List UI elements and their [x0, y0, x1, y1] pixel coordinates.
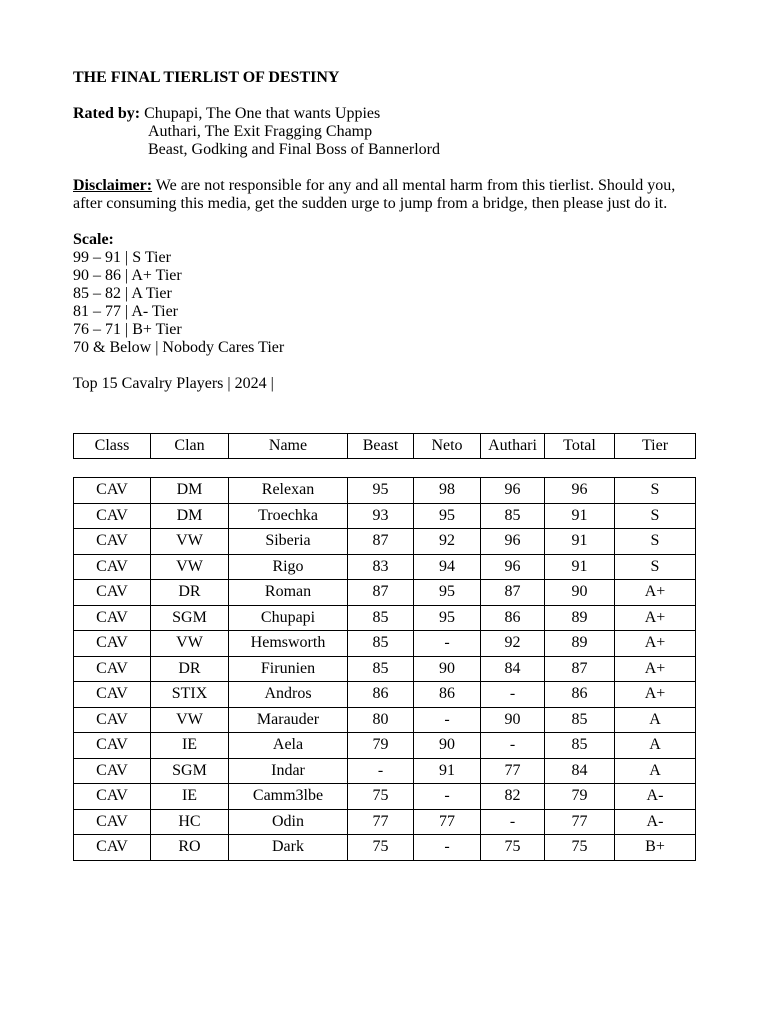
neto-score-cell: 90 — [414, 733, 481, 759]
beast-score-cell: 85 — [348, 605, 414, 631]
table-row — [74, 554, 696, 580]
rater-name: Authari, The Exit Fragging Champ — [148, 123, 373, 140]
column-header: Neto — [414, 434, 481, 459]
disclaimer-text: We are not responsible for any and all mental harm from this tierlist. Should you, after consuming this media, get the sudden urge to jump from a bridge, then please just do it. — [73, 177, 676, 212]
name-cell: Marauder — [229, 707, 348, 733]
beast-score-cell: 77 — [348, 809, 414, 835]
scale-item: 99 – 91 | S Tier — [73, 249, 171, 266]
clan-cell: IE — [151, 784, 229, 810]
authari-score-cell: 96 — [481, 554, 545, 580]
beast-score-cell: 80 — [348, 707, 414, 733]
name-cell: Hemsworth — [229, 631, 348, 657]
authari-score-cell: - — [481, 809, 545, 835]
header-row — [74, 434, 696, 459]
clan-cell: HC — [151, 809, 229, 835]
name-cell: Chupapi — [229, 605, 348, 631]
tier-cell: S — [615, 478, 696, 504]
tier-cell: A- — [615, 809, 696, 835]
neto-score-cell: 86 — [414, 682, 481, 708]
tier-table-header — [73, 433, 696, 459]
class-cell: CAV — [74, 656, 151, 682]
class-cell: CAV — [74, 631, 151, 657]
total-cell: 91 — [545, 554, 615, 580]
class-cell: CAV — [74, 835, 151, 861]
neto-score-cell: 92 — [414, 529, 481, 555]
scale-section — [73, 231, 695, 357]
table-row — [74, 503, 696, 529]
rated-by-line — [73, 105, 695, 123]
tier-cell: A+ — [615, 605, 696, 631]
tier-cell: S — [615, 554, 696, 580]
neto-score-cell: 77 — [414, 809, 481, 835]
class-cell: CAV — [74, 478, 151, 504]
column-header: Clan — [151, 434, 229, 459]
clan-cell: VW — [151, 554, 229, 580]
table-row — [74, 707, 696, 733]
name-cell: Troechka — [229, 503, 348, 529]
beast-score-cell: 75 — [348, 835, 414, 861]
name-cell: Rigo — [229, 554, 348, 580]
neto-score-cell: 98 — [414, 478, 481, 504]
total-cell: 89 — [545, 605, 615, 631]
tier-cell: A+ — [615, 580, 696, 606]
neto-score-cell: - — [414, 631, 481, 657]
table-row — [74, 656, 696, 682]
scale-item: 85 – 82 | A Tier — [73, 285, 172, 302]
class-cell: CAV — [74, 707, 151, 733]
total-cell: 91 — [545, 529, 615, 555]
clan-cell: DR — [151, 656, 229, 682]
rated-by-section — [73, 105, 695, 159]
authari-score-cell: 86 — [481, 605, 545, 631]
beast-score-cell: - — [348, 758, 414, 784]
column-header: Class — [74, 434, 151, 459]
total-cell: 90 — [545, 580, 615, 606]
authari-score-cell: - — [481, 733, 545, 759]
beast-score-cell: 86 — [348, 682, 414, 708]
table-row — [74, 809, 696, 835]
disclaimer-section — [73, 177, 695, 213]
tier-cell: A — [615, 758, 696, 784]
scale-item: 81 – 77 | A- Tier — [73, 303, 178, 320]
authari-score-cell: 87 — [481, 580, 545, 606]
beast-score-cell: 75 — [348, 784, 414, 810]
total-cell: 85 — [545, 707, 615, 733]
disclaimer-label: Disclaimer: — [73, 177, 153, 194]
neto-score-cell: - — [414, 784, 481, 810]
name-cell: Indar — [229, 758, 348, 784]
class-cell: CAV — [74, 733, 151, 759]
scale-item: 90 – 86 | A+ Tier — [73, 267, 182, 284]
beast-score-cell: 83 — [348, 554, 414, 580]
authari-score-cell: 77 — [481, 758, 545, 784]
beast-score-cell: 95 — [348, 478, 414, 504]
beast-score-cell: 87 — [348, 580, 414, 606]
tier-cell: A — [615, 733, 696, 759]
class-cell: CAV — [74, 784, 151, 810]
beast-score-cell: 87 — [348, 529, 414, 555]
clan-cell: RO — [151, 835, 229, 861]
name-cell: Dark — [229, 835, 348, 861]
table-row — [74, 758, 696, 784]
authari-score-cell: 82 — [481, 784, 545, 810]
total-cell: 79 — [545, 784, 615, 810]
total-cell: 84 — [545, 758, 615, 784]
clan-cell: VW — [151, 707, 229, 733]
tier-cell: S — [615, 529, 696, 555]
table-row — [74, 835, 696, 861]
column-header: Tier — [615, 434, 696, 459]
tier-table-body — [73, 477, 696, 861]
column-header: Authari — [481, 434, 545, 459]
tier-cell: B+ — [615, 835, 696, 861]
clan-cell: DR — [151, 580, 229, 606]
neto-score-cell: - — [414, 707, 481, 733]
name-cell: Andros — [229, 682, 348, 708]
name-cell: Roman — [229, 580, 348, 606]
total-cell: 89 — [545, 631, 615, 657]
total-cell: 91 — [545, 503, 615, 529]
total-cell: 86 — [545, 682, 615, 708]
class-cell: CAV — [74, 605, 151, 631]
neto-score-cell: 90 — [414, 656, 481, 682]
tier-cell: A- — [615, 784, 696, 810]
beast-score-cell: 79 — [348, 733, 414, 759]
table-caption: Top 15 Cavalry Players | 2024 | — [73, 375, 274, 392]
beast-score-cell: 85 — [348, 656, 414, 682]
table-row — [74, 605, 696, 631]
scale-label: Scale: — [73, 231, 114, 248]
tier-cell: A+ — [615, 682, 696, 708]
class-cell: CAV — [74, 503, 151, 529]
clan-cell: SGM — [151, 758, 229, 784]
clan-cell: SGM — [151, 605, 229, 631]
column-header: Beast — [348, 434, 414, 459]
authari-score-cell: - — [481, 682, 545, 708]
authari-score-cell: 90 — [481, 707, 545, 733]
class-cell: CAV — [74, 682, 151, 708]
total-cell: 85 — [545, 733, 615, 759]
total-cell: 96 — [545, 478, 615, 504]
column-header: Total — [545, 434, 615, 459]
scale-item: 70 & Below | Nobody Cares Tier — [73, 339, 285, 356]
table-row — [74, 733, 696, 759]
rater-name: Beast, Godking and Final Boss of Bannerlord — [148, 141, 440, 158]
name-cell: Odin — [229, 809, 348, 835]
class-cell: CAV — [74, 554, 151, 580]
table-row — [74, 682, 696, 708]
tier-cell: A+ — [615, 631, 696, 657]
clan-cell: DM — [151, 478, 229, 504]
authari-score-cell: 92 — [481, 631, 545, 657]
class-cell: CAV — [74, 758, 151, 784]
clan-cell: IE — [151, 733, 229, 759]
clan-cell: VW — [151, 631, 229, 657]
authari-score-cell: 75 — [481, 835, 545, 861]
table-row — [74, 784, 696, 810]
table-row — [74, 631, 696, 657]
total-cell: 87 — [545, 656, 615, 682]
tier-cell: A — [615, 707, 696, 733]
document-title: THE FINAL TIERLIST OF DESTINY — [73, 69, 340, 86]
class-cell: CAV — [74, 529, 151, 555]
document-page — [73, 68, 695, 856]
name-cell: Camm3lbe — [229, 784, 348, 810]
neto-score-cell: 91 — [414, 758, 481, 784]
name-cell: Siberia — [229, 529, 348, 555]
tier-cell: A+ — [615, 656, 696, 682]
tier-cell: S — [615, 503, 696, 529]
total-cell: 77 — [545, 809, 615, 835]
name-cell: Relexan — [229, 478, 348, 504]
class-cell: CAV — [74, 580, 151, 606]
table-row — [74, 529, 696, 555]
column-header: Name — [229, 434, 348, 459]
authari-score-cell: 84 — [481, 656, 545, 682]
clan-cell: VW — [151, 529, 229, 555]
table-row — [74, 580, 696, 606]
neto-score-cell: 94 — [414, 554, 481, 580]
clan-cell: DM — [151, 503, 229, 529]
class-cell: CAV — [74, 809, 151, 835]
table-row — [74, 478, 696, 504]
neto-score-cell: 95 — [414, 503, 481, 529]
authari-score-cell: 85 — [481, 503, 545, 529]
neto-score-cell: - — [414, 835, 481, 861]
authari-score-cell: 96 — [481, 529, 545, 555]
name-cell: Firunien — [229, 656, 348, 682]
authari-score-cell: 96 — [481, 478, 545, 504]
beast-score-cell: 85 — [348, 631, 414, 657]
rated-by-label: Rated by: — [73, 105, 141, 122]
name-cell: Aela — [229, 733, 348, 759]
beast-score-cell: 93 — [348, 503, 414, 529]
tier-rows — [74, 478, 696, 861]
clan-cell: STIX — [151, 682, 229, 708]
total-cell: 75 — [545, 835, 615, 861]
rater-name: Chupapi, The One that wants Uppies — [144, 105, 381, 122]
scale-item: 76 – 71 | B+ Tier — [73, 321, 182, 338]
neto-score-cell: 95 — [414, 580, 481, 606]
neto-score-cell: 95 — [414, 605, 481, 631]
